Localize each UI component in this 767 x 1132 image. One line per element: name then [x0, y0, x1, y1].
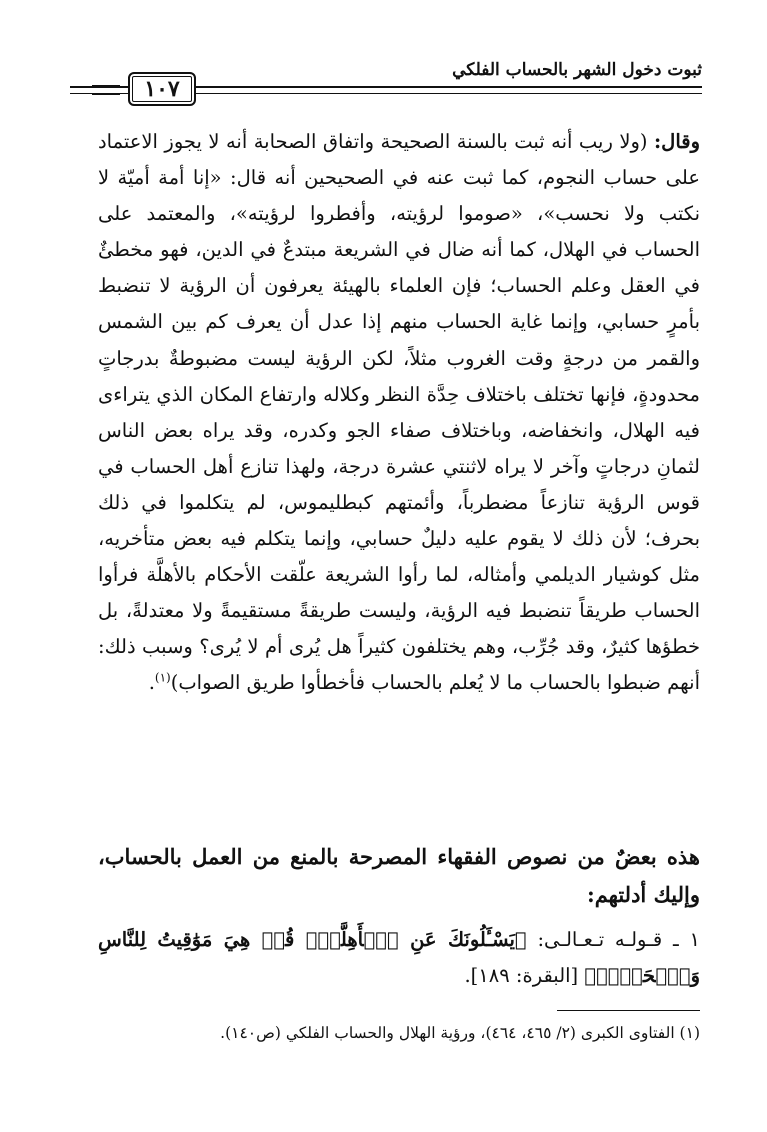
- footnote-separator: [557, 1010, 700, 1011]
- end-punct: .: [148, 671, 155, 695]
- running-title: ثبوت دخول الشهر بالحساب الفلكي: [452, 60, 702, 80]
- header-rule-left: [92, 85, 120, 95]
- evidence-intro: ١ ـ قـولـه تـعـالـى:: [537, 928, 700, 951]
- main-paragraph: [98, 124, 700, 702]
- section-heading: هذه بعضٌ من نصوص الفقهاء المصرحة بالمنع من العمل بالحساب، وإليك أدلتهم:: [98, 844, 700, 907]
- evidence-item: [98, 922, 700, 994]
- verse-reference: [البقرة: ١٨٩].: [464, 964, 579, 987]
- footnote-1: (١) الفتاوى الكبرى (٢/ ٤٦٥، ٤٦٤)، ورؤية الهلال والحساب الفلكي (ص١٤٠).: [220, 1024, 700, 1042]
- quoted-text: (ولا ريب أنه ثبت بالسنة الصحيحة واتفاق الصحابة أنه لا يجوز الاعتماد على حساب النجوم، كما ثبت عنه في الصحيحين أنه قال: «إنا أمة أميّة لا نكتب ولا نحسب»، «صوموا لرؤيته، وأفطروا لرؤيته»، والمعتمد على الحساب في الهلال، كما أنه ضال في الشريعة مبتدعٌ في الدين، فهو مخطئٌ في العقل وعلم الحساب؛ فإن العلماء بالهيئة يعرفون أن الرؤية لا تنضبط بأمرٍ حسابي، وإنما غاية الحساب منهم إذا عدل أن يعرف كم بين الشمس والقمر من درجةٍ وقت الغروب مثلاً، لكن الرؤية ليست مضبوطةٌ بدرجاتٍ محدودةٍ، فإنها تختلف باختلاف حِدَّة النظر وكلاله وارتفاع المكان الذي يتراءى فيه الهلال، وانخفاضه، وباختلاف صفاء الجو وكدره، وقد يراه بعض الناس لثمانِ درجاتٍ وآخر لا يراه لاثنتي عشرة درجة، ولهذا تنازع أهل الحساب في قوس الرؤية تنازعاً مضطرباً، وأئمتهم كبطليموس، لم يتكلموا في ذلك بحرف؛ لأن ذلك لا يقوم عليه دليلٌ حسابي، وإنما يتكلم فيه بعض متأخريه، مثل كوشيار الديلمي وأمثاله، لما رأوا الشريعة علّقت الأحكام بالأهلَّة فرأوا الحساب طريقاً تنضبط فيه الرؤية، وليست طريقةً مستقيمةً ولا معتدلةً، بل خطؤها كثيرٌ، وقد جُرِّب، وهم يختلفون كثيراً هل يُرى أم لا يُرى؟ وسبب ذلك: أنهم ضبطوا بالحساب ما لا يُعلم بالحساب فأخطأوا طريق الصواب): [98, 130, 700, 695]
- running-header: [70, 52, 702, 112]
- footnote-ref[interactable]: (١): [154, 670, 171, 685]
- paragraph-lead: وقال:: [653, 130, 701, 153]
- quran-verse: ﴿يَسْـَٔلُونَكَ عَنِ ٱلۡأَهِلَّةِۖ قُلۡ هِيَ مَوَٰقِيتُ لِلنَّاسِ وَٱلۡحَجِّۗ﴾: [98, 928, 700, 987]
- page-number: ١٠٧: [128, 72, 196, 106]
